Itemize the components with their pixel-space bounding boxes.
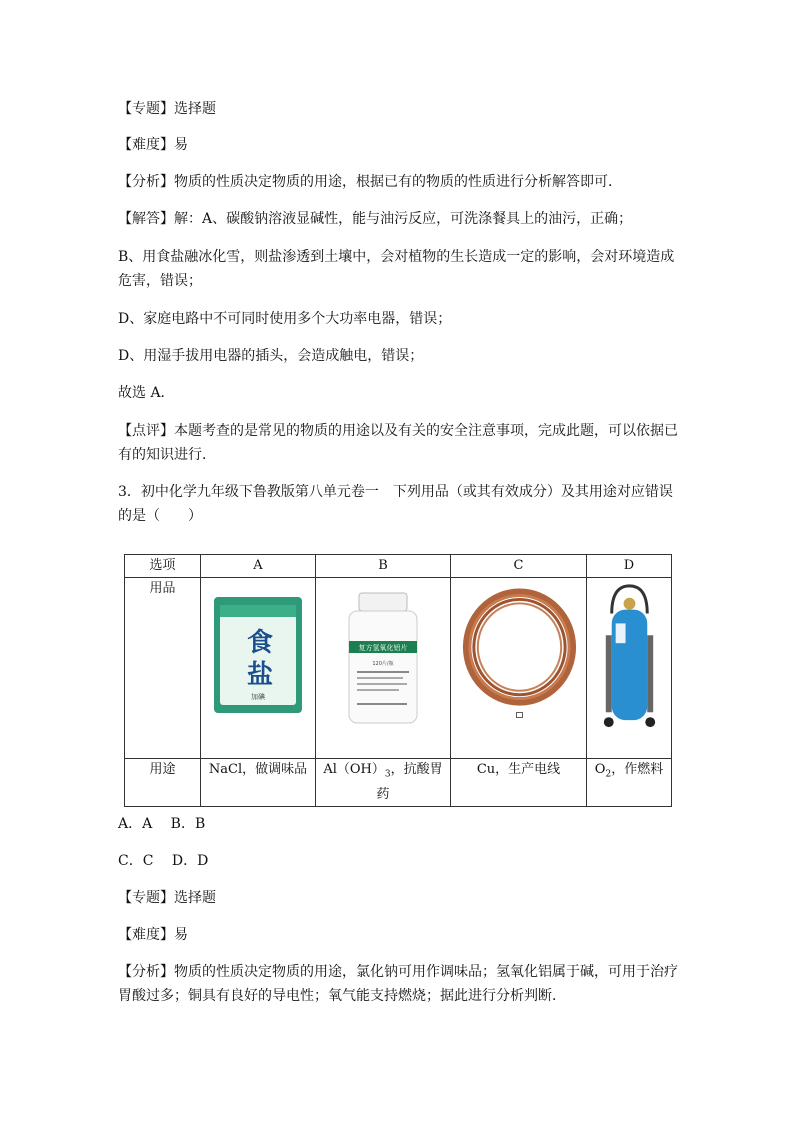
header-cell: 选项 (125, 555, 201, 578)
use-a: NaCl，做调味品 (201, 759, 316, 807)
row-label-use: 用途 (125, 759, 201, 807)
salt-package-image (204, 579, 312, 733)
oxygen-cylinder-cell (587, 578, 672, 759)
comment-paragraph: 【点评】本题考查的是常见的物质的用途以及有关的安全注意事项，完成此题，可以依据已有的知识进行． (118, 423, 678, 463)
table-use-row (125, 759, 672, 807)
copper-coil-cell (451, 578, 587, 759)
use-d-subscript: 2 (605, 769, 612, 780)
medicine-bottle-image (319, 579, 447, 733)
oxygen-cylinder-image (590, 579, 668, 733)
table-item-row (125, 578, 672, 759)
use-c: Cu，生产电线 (451, 759, 587, 807)
answer-line-d: D、用湿手拔用电器的插头，会造成触电，错误； (118, 348, 424, 364)
topic-tag-2: 【专题】选择题 (118, 890, 216, 906)
answer-line-b: B、用食盐融冰化雪，则盐渗透到土壤中，会对植物的生长造成一定的影响，会对环境造成危害，错误； (118, 249, 675, 289)
package-char-yan: 盐 (246, 660, 274, 690)
copper-coil-image (454, 579, 583, 733)
row-label-item: 用品 (125, 578, 201, 759)
analysis-paragraph: 【分析】物质的性质决定物质的用途，根据已有的物质的性质进行分析解答即可． (118, 174, 622, 190)
header-cell: C (451, 555, 587, 578)
question-3-stem: 3．初中化学九年级下鲁教版第八单元卷一 下列用品（或其有效成分）及其用途对应错误的是（ ） (118, 484, 673, 524)
table-header-row (125, 555, 672, 578)
bottle-count-text: 120片/瓶 (372, 661, 394, 667)
use-b (316, 759, 451, 807)
use-b-formula: Al（OH） (323, 762, 385, 777)
topic-tag: 【专题】选择题 (118, 101, 216, 117)
answer-paragraph: 【解答】解：A、碳酸钠溶液显碱性，能与油污反应，可洗涤餐具上的油污，正确； (118, 211, 633, 227)
options-row-2: C．C D．D (118, 853, 209, 869)
options-row-1: A．A B．B (118, 816, 206, 832)
use-d-formula: O (594, 762, 606, 777)
options-table (124, 554, 672, 807)
answer-line-c: D、家庭电路中不可同时使用多个大功率电器，错误； (118, 311, 452, 327)
difficulty-tag-2: 【难度】易 (118, 927, 188, 943)
use-b-text: ，抗酸胃药 (376, 762, 443, 802)
use-d-text: ，作燃料 (611, 762, 664, 777)
header-cell: B (316, 555, 451, 578)
use-d (587, 759, 672, 807)
analysis-paragraph-2: 【分析】物质的性质决定物质的用途，氯化钠可用作调味品；氢氧化铝属于碱，可用于治疗胃酸过多；铜具有良好的导电性；氧气能支持燃烧；据此进行分析判断． (118, 964, 678, 1004)
package-iodized-label: 加碘 (251, 693, 265, 701)
answer-choice: 故选 A． (118, 385, 175, 401)
salt-package-cell (201, 578, 316, 759)
header-cell: D (587, 555, 672, 578)
header-cell: A (201, 555, 316, 578)
medicine-bottle-cell (316, 578, 451, 759)
difficulty-tag: 【难度】易 (118, 137, 188, 153)
package-char-shi: 食 (246, 628, 274, 658)
use-b-subscript: 3 (384, 769, 391, 780)
bottle-label-text: 复方氢氧化铝片 (358, 644, 408, 652)
